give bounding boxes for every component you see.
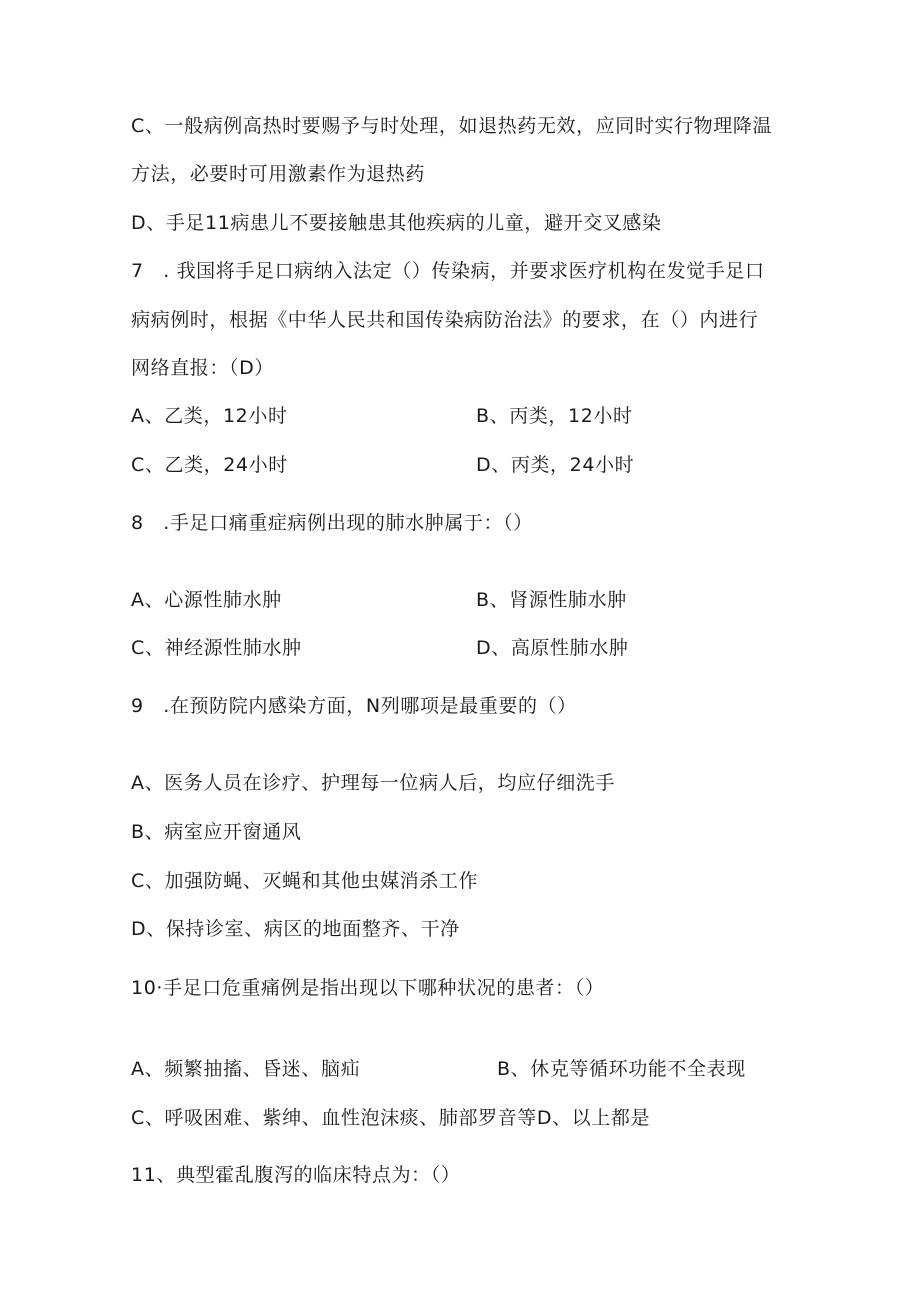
question-7-stem-line-3: 网络直报：（D） [131,357,274,379]
question-11-stem: 11、典型霍乱腹泻的临床特点为：（） [131,1164,461,1186]
question-8-option-a: A、心源性肺水肿 [131,589,282,611]
question-7-stem-line-2: 病病例时，根据《中华人民共和国传染病防治法》的要求，在（）内进行 [131,309,759,331]
question-6-option-d: D、手足11病患儿不要接触患其他疾病的儿童，避开交叉感染 [131,212,662,234]
question-7-option-a: A、乙类，12小时 [131,405,288,427]
question-7-stem-line-1: 7 . 我国将手足口病纳入法定（）传染病，并要求医疗机构在发觉手足口 [131,260,765,282]
question-6-option-c-line-1: C、一般病例高热时要赐予与时处理，如退热药无效，应同时实行物理降温 [131,115,773,137]
question-6-option-c-line-2: 方法，必要时可用激素作为退热药 [131,163,426,185]
question-8-option-d: D、高原性肺水肿 [476,637,629,659]
question-9-option-a: A、医务人员在诊疗、护理每一位病人后，均应仔细洗手 [131,772,615,794]
question-10-option-b: B、休克等循环功能不全表现 [497,1058,746,1080]
question-9-option-b: B、病室应开窗通风 [131,821,302,843]
question-7-option-b: B、丙类，12小时 [476,405,633,427]
question-9-stem: 9 .在预防院内感染方面，N列哪项是最重要的（） [131,695,577,717]
question-8-stem: 8 .手足口痛重症病例出现的肺水肿属于：（） [131,512,533,534]
question-10-option-a: A、频繁抽搐、昏迷、脑疝 [131,1058,361,1080]
question-7-option-d: D、丙类，24小时 [476,454,635,476]
question-9-option-c: C、加强防蝇、灭蝇和其他虫媒消杀工作 [131,870,479,892]
question-8-option-b: B、肾源性肺水肿 [476,589,627,611]
question-10-option-c-d: C、呼吸困难、紫绅、血性泡沫痰、肺部罗音等D、以上都是 [131,1107,651,1129]
question-8-option-c: C、神经源性肺水肿 [131,637,302,659]
question-10-stem: 10·手足口危重痛例是指出现以下哪种状况的患者：（） [131,977,605,999]
question-9-option-d: D、保持诊室、病区的地面整齐、干净 [131,918,460,940]
question-7-option-c: C、乙类，24小时 [131,454,288,476]
